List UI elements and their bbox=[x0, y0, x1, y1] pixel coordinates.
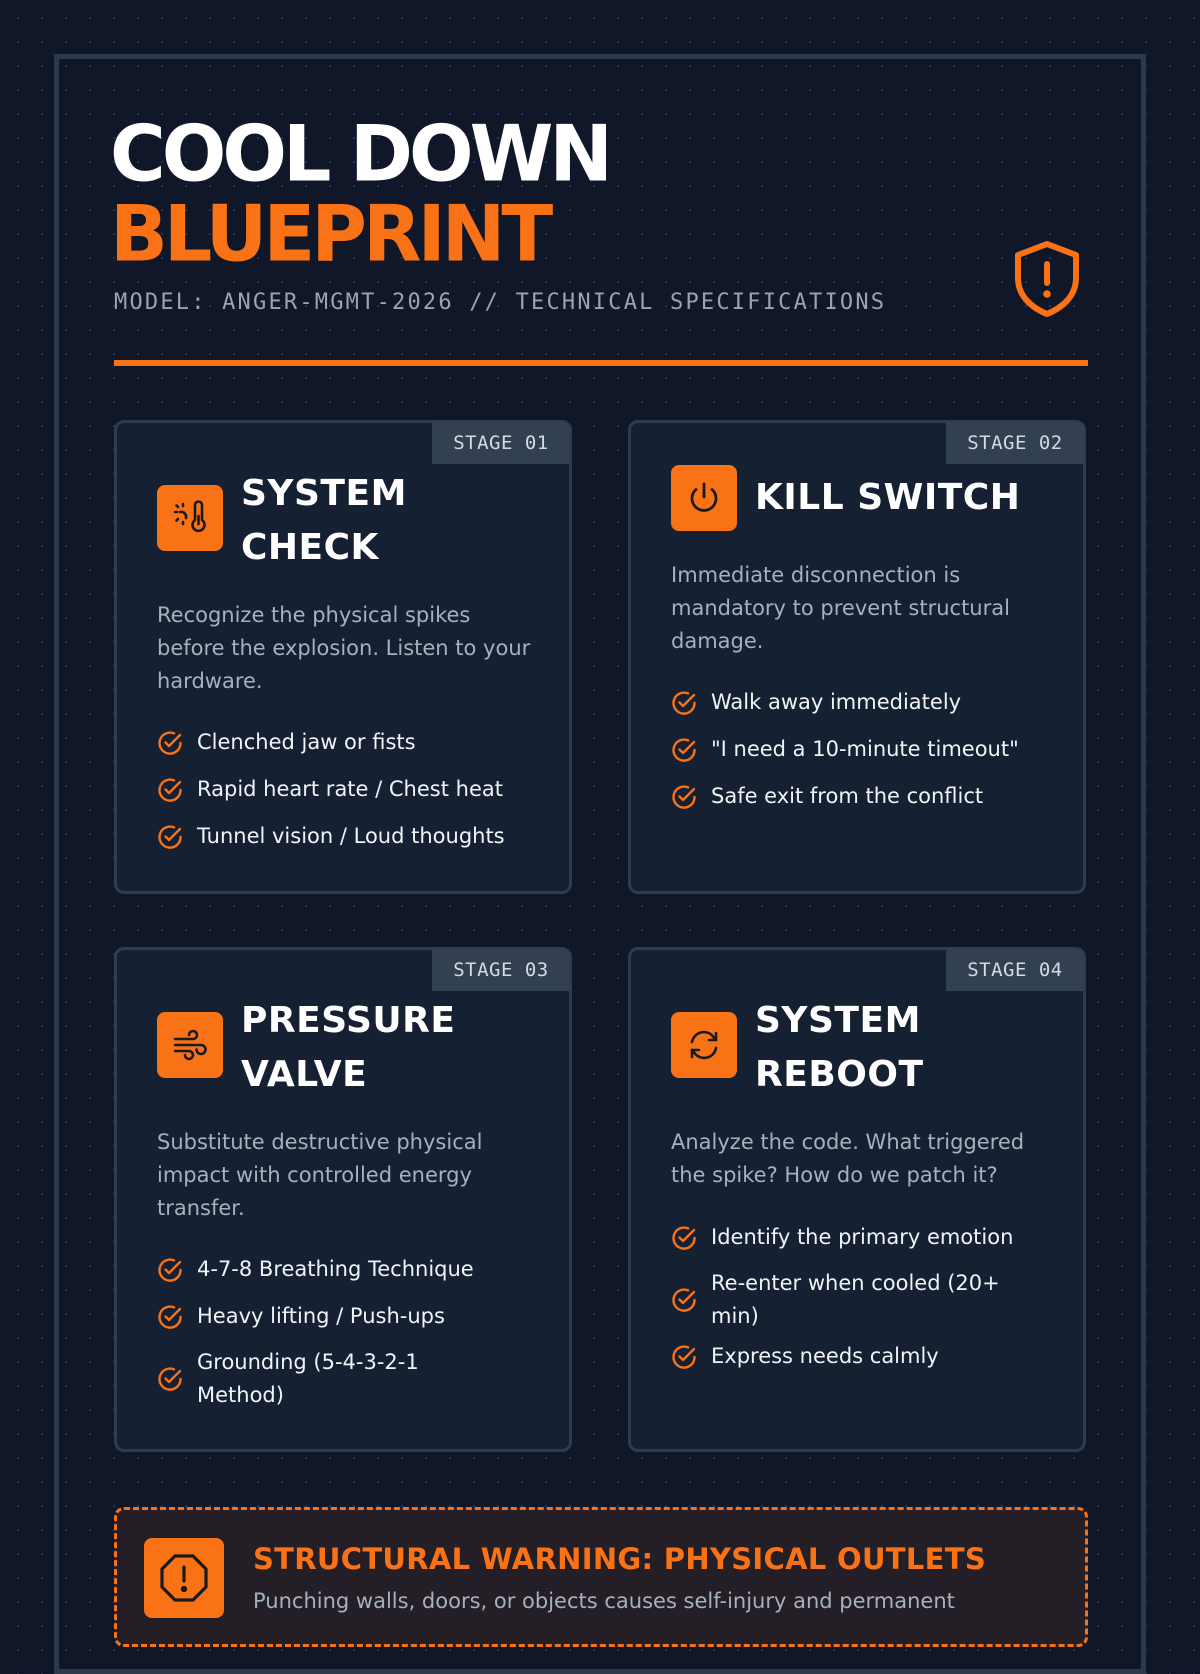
check-circle-icon bbox=[671, 737, 697, 763]
list-item bbox=[157, 1340, 549, 1412]
stage-card-pressure-valve bbox=[114, 947, 572, 1452]
stage-tag: STAGE 01 bbox=[432, 422, 570, 464]
check-circle-icon bbox=[671, 1225, 697, 1251]
page-title-line1: COOL DOWN bbox=[110, 108, 610, 199]
list-item bbox=[671, 1333, 1063, 1380]
list-item bbox=[157, 1246, 549, 1293]
checklist bbox=[157, 719, 549, 860]
list-item bbox=[671, 1261, 1063, 1333]
list-item-label: Walk away immediately bbox=[711, 690, 962, 714]
list-item-label: Safe exit from the conflict bbox=[711, 784, 984, 808]
card-title: SYSTEM REBOOT bbox=[755, 1000, 924, 1095]
card-description: Immediate disconnection is mandatory to prevent structural damage. bbox=[671, 563, 1010, 653]
list-item bbox=[157, 719, 549, 766]
page-title-line2: BLUEPRINT bbox=[110, 188, 550, 279]
list-item-label: Clenched jaw or fists bbox=[197, 730, 416, 754]
check-circle-icon bbox=[157, 824, 183, 850]
warning-text: Punching walls, doors, or objects causes self-injury and permanent bbox=[253, 1589, 955, 1613]
thermometer-icon bbox=[157, 485, 223, 551]
check-circle-icon bbox=[671, 1344, 697, 1370]
list-item bbox=[671, 679, 1063, 726]
list-item bbox=[157, 813, 549, 860]
card-title: PRESSURE VALVE bbox=[241, 1000, 456, 1095]
list-item bbox=[671, 773, 1063, 820]
list-item-label: Grounding (5-4-3-2-1 Method) bbox=[197, 1350, 419, 1407]
stage-tag: STAGE 02 bbox=[946, 422, 1084, 464]
list-item-label: Rapid heart rate / Chest heat bbox=[197, 777, 503, 801]
card-title: SYSTEM CHECK bbox=[241, 473, 407, 568]
power-icon bbox=[671, 465, 737, 531]
check-circle-icon bbox=[671, 1287, 697, 1313]
list-item bbox=[157, 766, 549, 813]
check-circle-icon bbox=[671, 690, 697, 716]
stage-card-system-reboot bbox=[628, 947, 1086, 1452]
list-item bbox=[671, 726, 1063, 773]
check-circle-icon bbox=[157, 1257, 183, 1283]
stage-card-kill-switch bbox=[628, 420, 1086, 894]
list-item-label: Re-enter when cooled (20+ min) bbox=[711, 1271, 1000, 1328]
card-title: KILL SWITCH bbox=[755, 477, 1021, 518]
header-divider bbox=[114, 360, 1088, 366]
shield-alert-icon bbox=[1012, 240, 1082, 318]
list-item-label: Identify the primary emotion bbox=[711, 1225, 1014, 1249]
card-description: Analyze the code. What triggered the spike? How do we patch it? bbox=[671, 1130, 1025, 1187]
warning-title: STRUCTURAL WARNING: PHYSICAL OUTLETS bbox=[253, 1542, 987, 1576]
check-circle-icon bbox=[671, 784, 697, 810]
check-circle-icon bbox=[157, 730, 183, 756]
card-description: Recognize the physical spikes before the explosion. Listen to your hardware. bbox=[157, 603, 531, 693]
list-item-label: 4-7-8 Breathing Technique bbox=[197, 1257, 474, 1281]
list-item bbox=[671, 1214, 1063, 1261]
page-subtitle: MODEL: ANGER-MGMT-2026 // TECHNICAL SPECIFICATIONS bbox=[114, 290, 887, 315]
wind-icon bbox=[157, 1012, 223, 1078]
check-circle-icon bbox=[157, 777, 183, 803]
list-item-label: Tunnel vision / Loud thoughts bbox=[197, 824, 505, 848]
checklist bbox=[157, 1246, 549, 1412]
list-item bbox=[157, 1293, 549, 1340]
refresh-icon bbox=[671, 1012, 737, 1078]
stage-tag: STAGE 04 bbox=[946, 949, 1084, 991]
check-circle-icon bbox=[157, 1366, 183, 1392]
card-description: Substitute destructive physical impact with controlled energy transfer. bbox=[157, 1130, 483, 1220]
structural-warning-banner bbox=[114, 1507, 1088, 1647]
alert-octagon-icon bbox=[144, 1538, 224, 1618]
list-item-label: "I need a 10-minute timeout" bbox=[711, 737, 1019, 761]
list-item-label: Express needs calmly bbox=[711, 1344, 939, 1368]
checklist bbox=[671, 679, 1063, 820]
stage-card-system-check bbox=[114, 420, 572, 894]
checklist bbox=[671, 1214, 1063, 1380]
list-item-label: Heavy lifting / Push-ups bbox=[197, 1304, 445, 1328]
check-circle-icon bbox=[157, 1304, 183, 1330]
stage-tag: STAGE 03 bbox=[432, 949, 570, 991]
